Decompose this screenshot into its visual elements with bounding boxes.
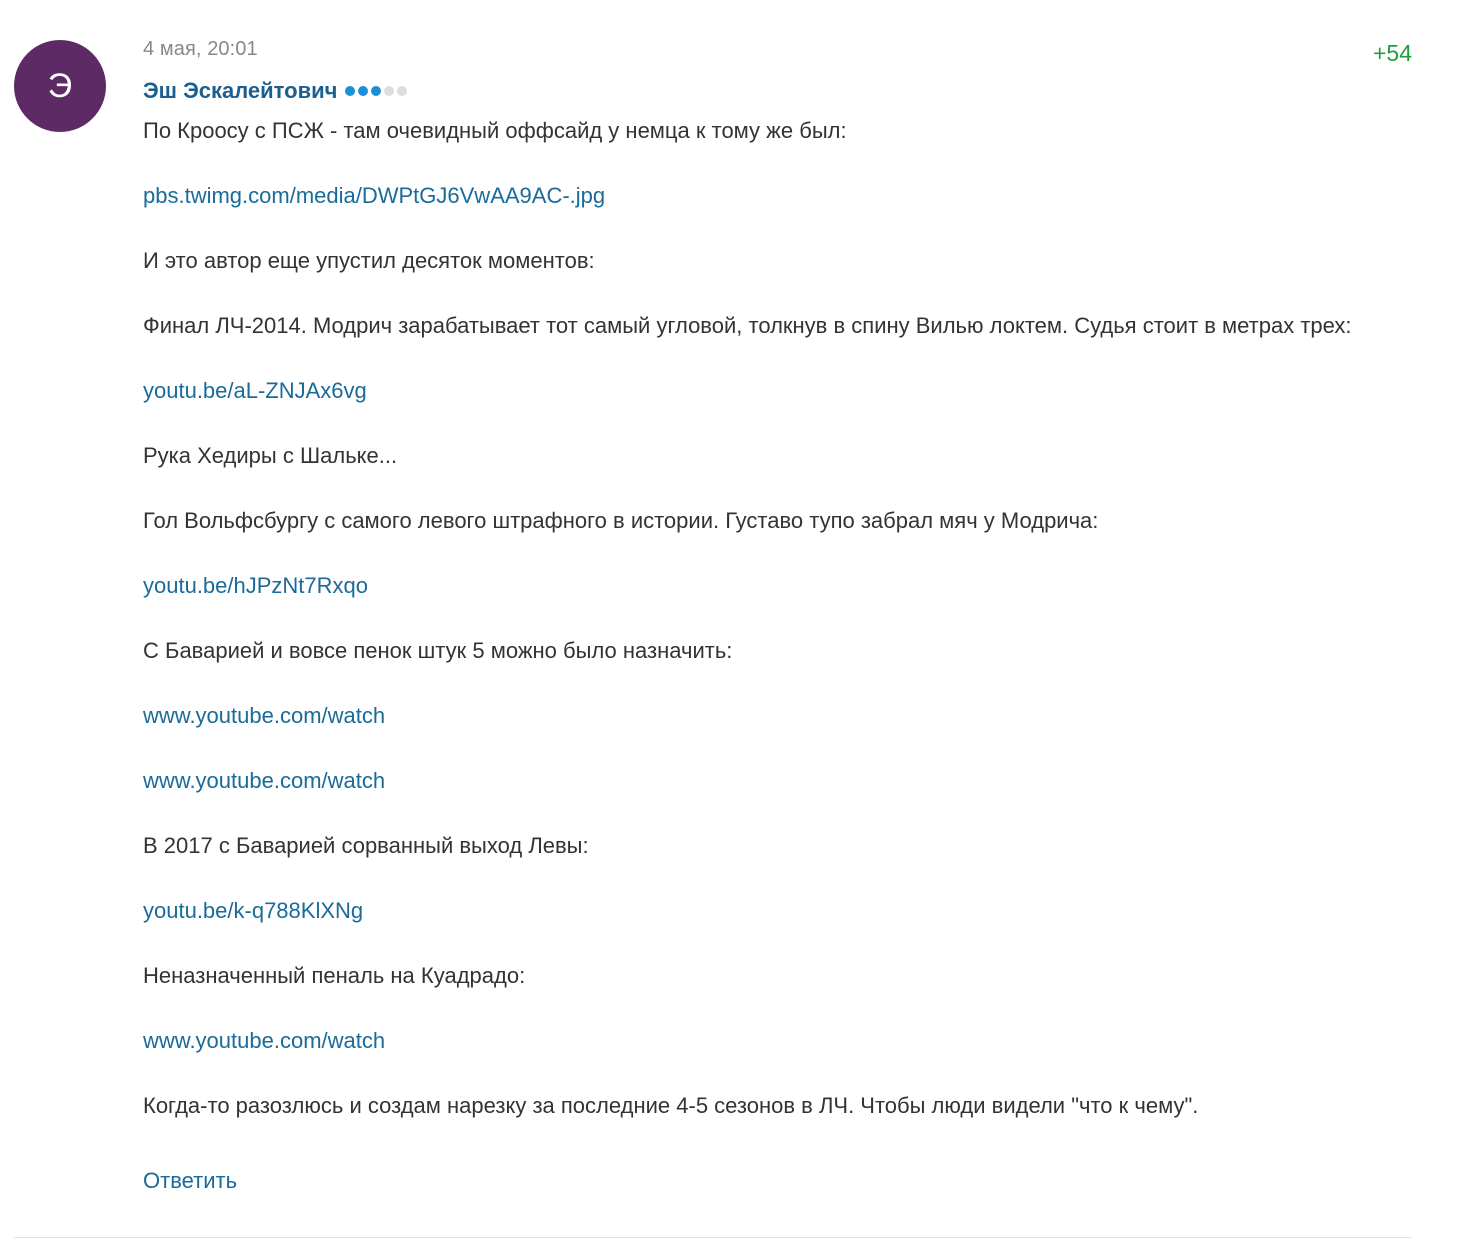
user-avatar[interactable]: Э <box>14 40 106 132</box>
comment-paragraph: С Баварией и вовсе пенок штук 5 можно было назначить: <box>143 638 733 663</box>
comment-paragraph: Когда-то разозлюсь и создам нарезку за последние 4-5 сезонов в ЛЧ. Чтобы люди видели "что к чему". <box>143 1093 1199 1118</box>
comment-link-paragraph <box>143 699 1393 732</box>
comment-body <box>143 114 1393 1122</box>
comment-link-paragraph <box>143 894 1393 927</box>
comment-link-paragraph <box>143 569 1393 602</box>
comment-link-paragraph <box>143 179 1393 212</box>
level-dot-filled <box>345 86 355 96</box>
comment-rating[interactable]: +54 <box>1372 40 1412 66</box>
comment-link-paragraph <box>143 1024 1393 1057</box>
level-dot-empty <box>397 86 407 96</box>
level-dot-filled <box>371 86 381 96</box>
comment-link[interactable]: www.youtube.com/watch <box>143 768 386 793</box>
comment-link[interactable]: youtu.be/k-q788KlXNg <box>143 898 364 923</box>
comment-divider <box>14 1237 1412 1238</box>
comment-paragraph: Финал ЛЧ-2014. Модрич зарабатывает тот самый угловой, толкнув в спину Вилью локтем. Судья стоит в метрах трех: <box>143 313 1352 338</box>
user-level-indicator <box>345 86 407 96</box>
level-dot-empty <box>384 86 394 96</box>
comment-link[interactable]: youtu.be/aL-ZNJAx6vg <box>143 378 367 403</box>
author-name-link[interactable]: Эш Эскалейтович <box>143 78 338 103</box>
comment-paragraph: Неназначенный пеналь на Куадрадо: <box>143 963 526 988</box>
level-dot-filled <box>358 86 368 96</box>
comment-paragraph: В 2017 с Баварией сорванный выход Левы: <box>143 833 589 858</box>
comment-paragraph: И это автор еще упустил десяток моментов: <box>143 248 595 273</box>
comment-link[interactable]: youtu.be/hJPzNt7Rxqo <box>143 573 369 598</box>
author-row <box>143 76 407 106</box>
comment-date: 4 мая, 20:01 <box>143 38 258 60</box>
reply-button[interactable]: Ответить <box>143 1168 238 1193</box>
comment-link-paragraph <box>143 764 1393 797</box>
comment-link[interactable]: www.youtube.com/watch <box>143 1028 386 1053</box>
comment-paragraph: Гол Вольфсбургу с самого левого штрафного в истории. Густаво тупо забрал мяч у Модрича: <box>143 508 1099 533</box>
comment-link-paragraph <box>143 374 1393 407</box>
comment-link[interactable]: pbs.twimg.com/media/DWPtGJ6VwAA9AC-.jpg <box>143 183 606 208</box>
comment-link[interactable]: www.youtube.com/watch <box>143 703 386 728</box>
comment-paragraph: Рука Хедиры с Шальке... <box>143 443 398 468</box>
comment-paragraph: По Кроосу с ПСЖ - там очевидный оффсайд у немца к тому же был: <box>143 118 847 143</box>
